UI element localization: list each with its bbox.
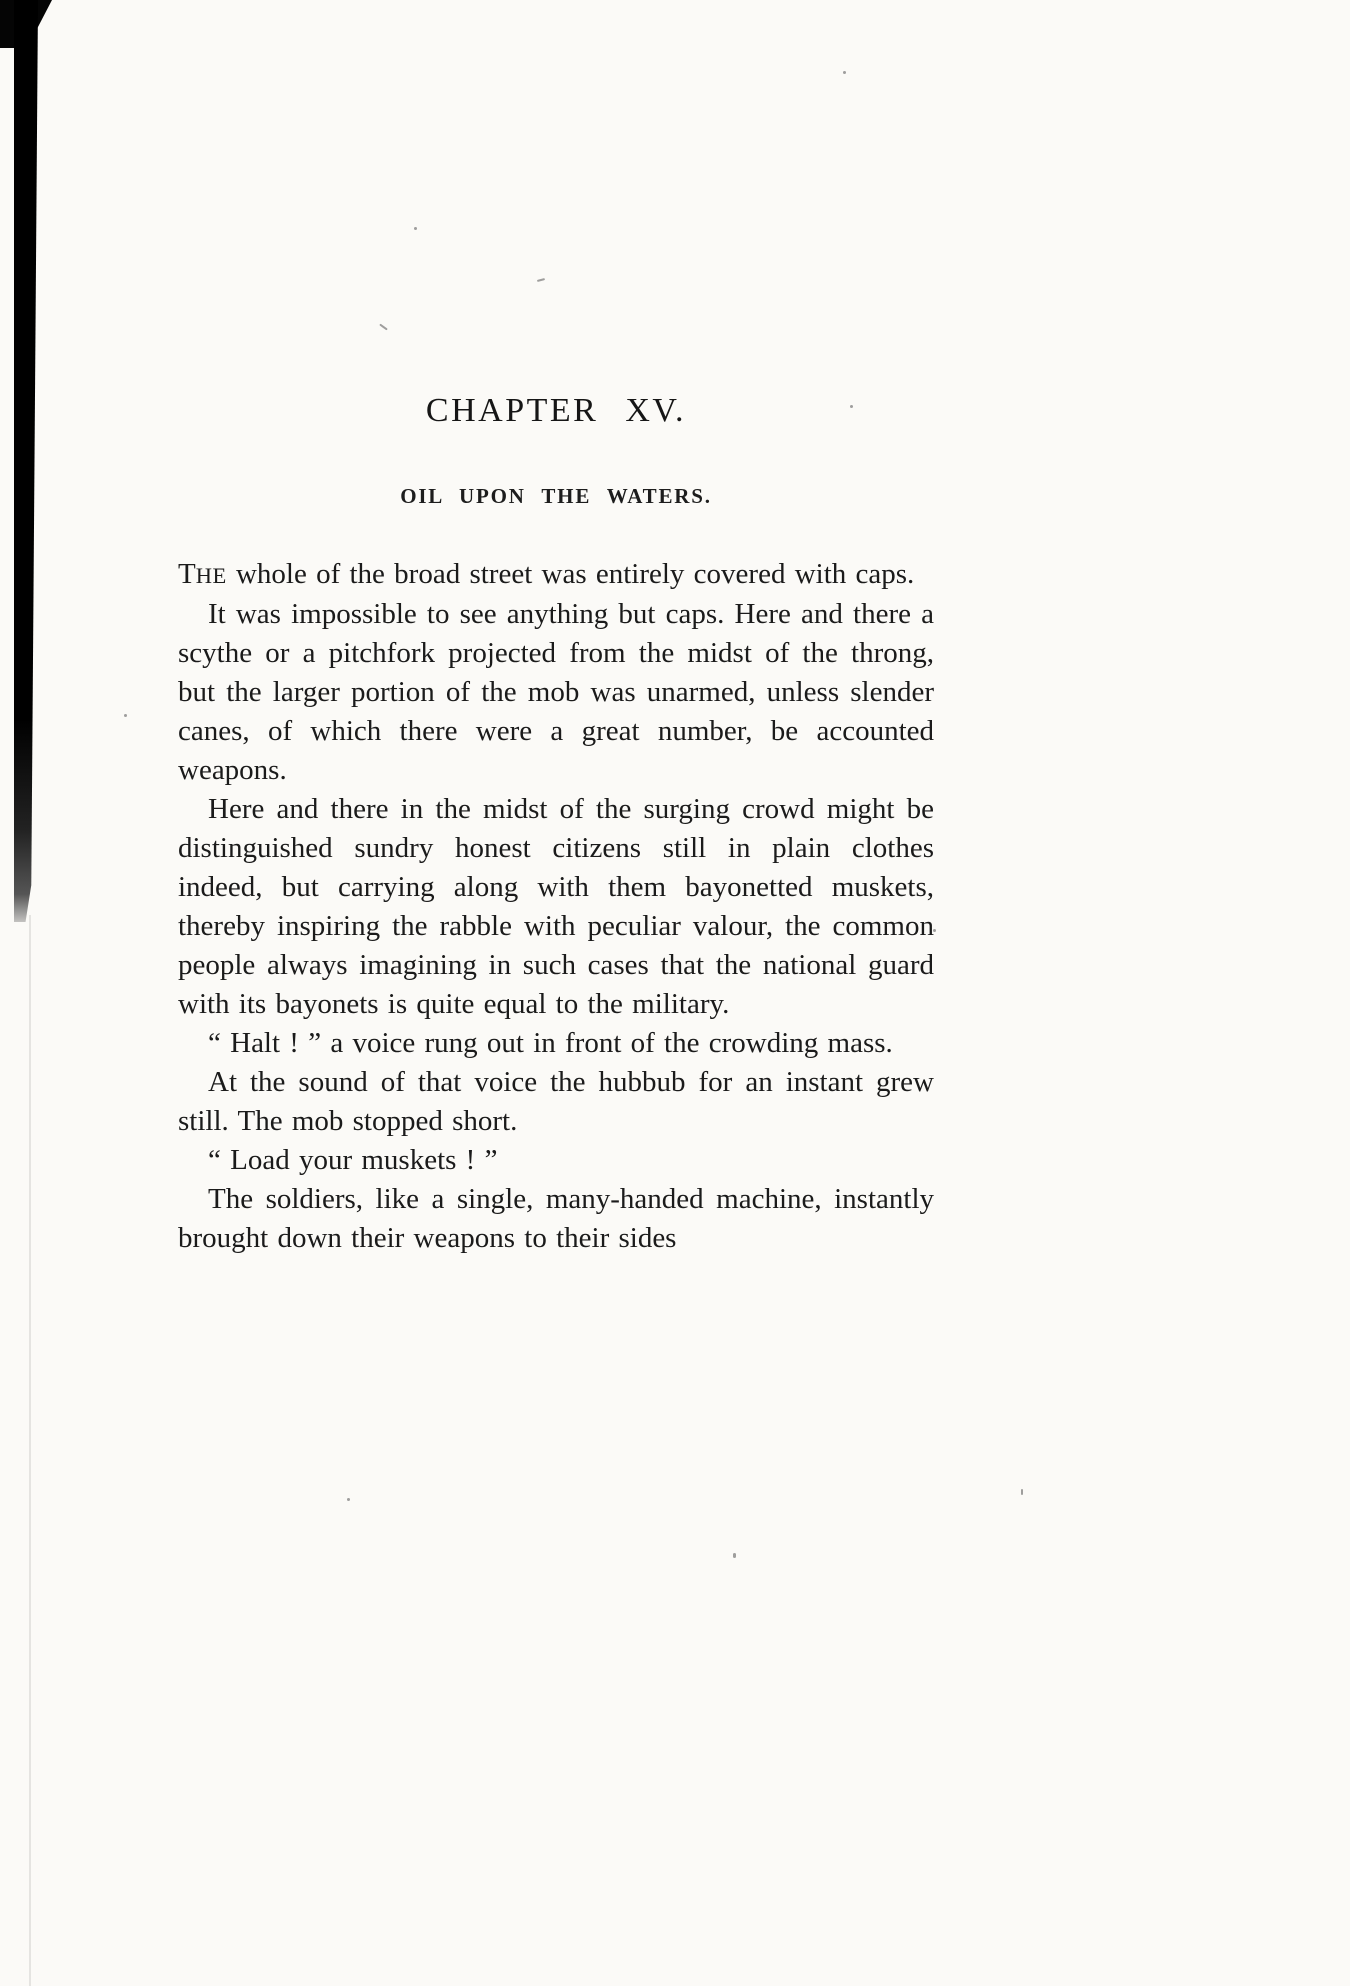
paragraph-text: whole of the broad street was entirely covered with caps. <box>226 558 915 590</box>
paragraph: Here and there in the midst of the surging crowd might be distinguished sundry honest citizens still in plain clothes indeed, but carrying along with them bayonetted muskets, thereby inspiring the rabble with peculiar valour, the common people always imagining in such cases that the national guard with its bayonets is quite equal to the military. <box>178 793 934 1020</box>
scan-speck <box>379 324 388 331</box>
scan-speck <box>1021 1489 1023 1495</box>
page-text-block <box>178 392 934 1258</box>
scan-speck <box>124 714 127 717</box>
section-title: OIL UPON THE WATERS. <box>400 484 712 508</box>
binding-edge-shadow <box>14 0 38 922</box>
lead-smallcaps: HE <box>195 563 227 588</box>
scan-speck <box>414 227 417 230</box>
chapter-heading: CHAPTER XV. <box>425 392 687 429</box>
scan-speck <box>843 71 846 74</box>
lead-initial: T <box>178 558 196 590</box>
scan-speck <box>733 1553 736 1558</box>
scan-speck <box>347 1498 350 1501</box>
paragraph: It was impossible to see anything but caps. Here and there a scythe or a pitchfork projected from the midst of the throng, but the larger portion of the mob was unarmed, unless slender canes, of which there were a great number, be accounted weapons. <box>178 598 934 786</box>
binding-edge-line <box>29 915 31 1986</box>
scan-speck <box>537 278 545 282</box>
paragraph: “ Load your muskets ! ” <box>208 1144 498 1176</box>
paragraph <box>178 555 934 595</box>
paragraph: The soldiers, like a single, many-handed machine, instantly brought down their weapons to their sides <box>178 1183 934 1254</box>
paragraph: “ Halt ! ” a voice rung out in front of the crowding mass. <box>208 1027 893 1059</box>
paragraph: At the sound of that voice the hubbub for an instant grew still. The mob stopped short. <box>178 1066 934 1137</box>
